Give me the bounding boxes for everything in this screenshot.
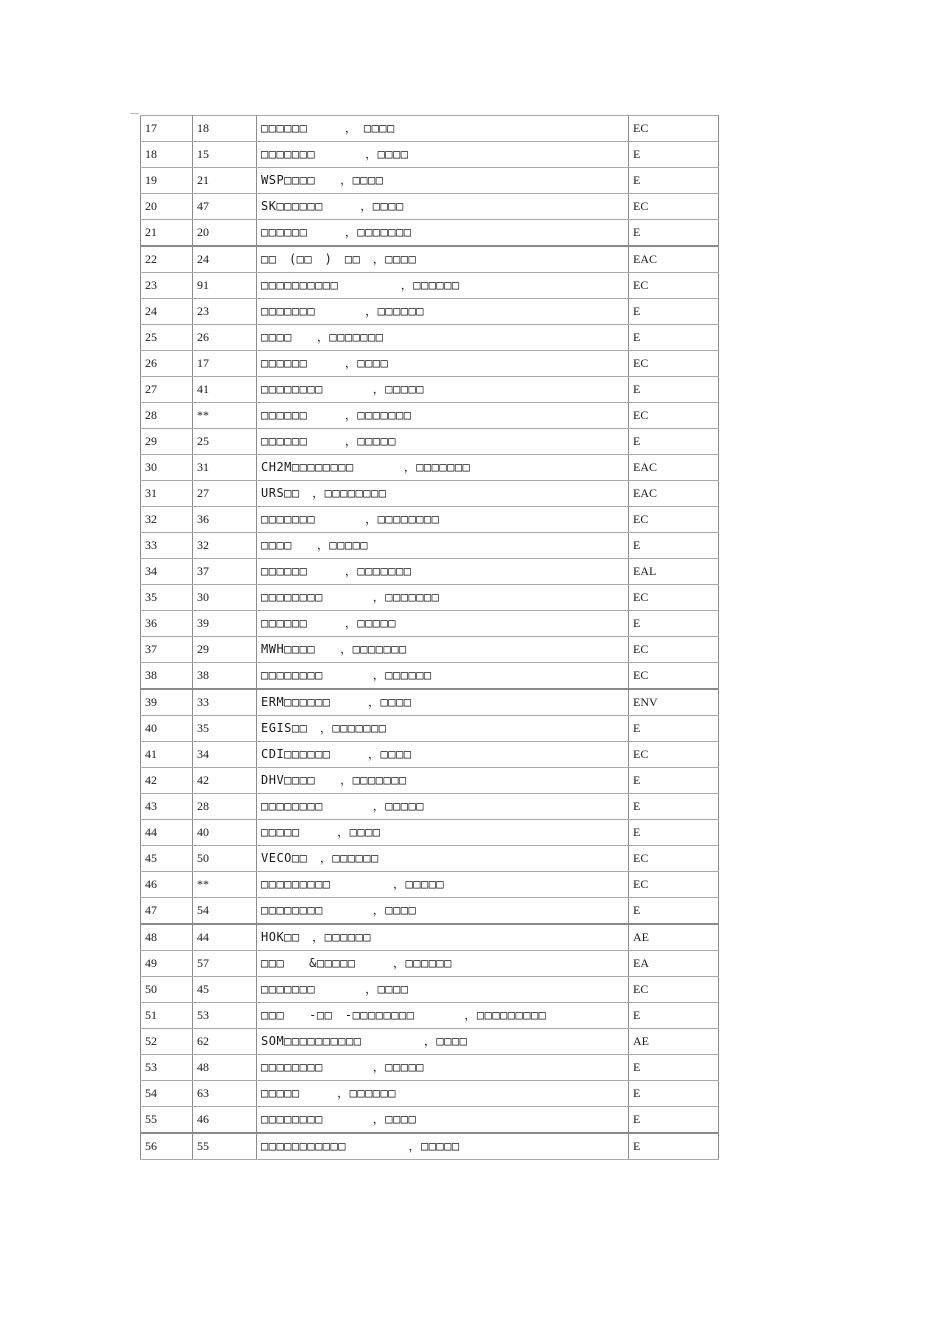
business-type-cell: E [629,716,719,742]
business-type-cell: EC [629,351,719,377]
rank-cell: 45 [141,846,193,872]
company-name-cell: □□□□□ ，□□□□ [257,820,629,846]
business-type-cell: E [629,533,719,559]
prev-rank-cell: 15 [193,142,257,168]
business-type-cell: EC [629,637,719,663]
rank-cell: 35 [141,585,193,611]
prev-rank-cell: 40 [193,820,257,846]
rank-cell: 28 [141,403,193,429]
rank-cell: 20 [141,194,193,220]
business-type-cell: EC [629,194,719,220]
company-name-cell: □□□ -□□ -□□□□□□□□ ，□□□□□□□□□ [257,1003,629,1029]
prev-rank-cell: 18 [193,116,257,142]
company-name-cell: □□□□ ，□□□□□ [257,533,629,559]
prev-rank-cell: 26 [193,325,257,351]
company-name-cell: □□□□□□□□□□□ ，□□□□□ [257,1133,629,1160]
business-type-cell: EC [629,872,719,898]
company-name-cell: □□□□□□ ，□□□□□□□ [257,559,629,585]
table-row [141,768,719,794]
company-name-cell: □□□□□□□□ ，□□□□ [257,1107,629,1134]
table-row [141,872,719,898]
table-row [141,977,719,1003]
company-name-cell: □□□□□□□ ，□□□□□□□□ [257,507,629,533]
company-name-cell: □□ (□□ ) □□ ，□□□□ [257,246,629,273]
prev-rank-cell: 62 [193,1029,257,1055]
business-type-cell: EC [629,663,719,690]
business-type-cell: EAC [629,481,719,507]
prev-rank-cell: 38 [193,663,257,690]
rank-cell: 32 [141,507,193,533]
table-row [141,533,719,559]
business-type-cell: E [629,898,719,925]
prev-rank-cell: 46 [193,1107,257,1134]
prev-rank-cell: 27 [193,481,257,507]
table-row [141,116,719,142]
business-type-cell: E [629,820,719,846]
table-row [141,820,719,846]
rank-cell: 46 [141,872,193,898]
company-name-cell: □□□□□□ ，□□□□□□□ [257,403,629,429]
table-row [141,663,719,690]
rank-cell: 17 [141,116,193,142]
rank-cell: 22 [141,246,193,273]
prev-rank-cell: 17 [193,351,257,377]
prev-rank-cell: 44 [193,924,257,951]
company-name-cell: □□□□□□ ，□□□□□ [257,429,629,455]
rank-cell: 54 [141,1081,193,1107]
business-type-cell: EA [629,951,719,977]
rank-cell: 25 [141,325,193,351]
prev-rank-cell: 45 [193,977,257,1003]
prev-rank-cell: 63 [193,1081,257,1107]
prev-rank-cell: 21 [193,168,257,194]
table-row [141,924,719,951]
prev-rank-cell: 55 [193,1133,257,1160]
prev-rank-cell: 20 [193,220,257,247]
table-row [141,142,719,168]
company-name-cell: □□□□□□□ ，□□□□ [257,977,629,1003]
table-row [141,1029,719,1055]
company-name-cell: □□□□□□□ ，□□□□□□ [257,299,629,325]
rank-cell: 23 [141,273,193,299]
company-name-cell: URS□□ ，□□□□□□□□ [257,481,629,507]
table-row [141,611,719,637]
business-type-cell: E [629,168,719,194]
rank-cell: 42 [141,768,193,794]
table-row [141,377,719,403]
rank-cell: 27 [141,377,193,403]
business-type-cell: E [629,142,719,168]
table-row [141,481,719,507]
ranking-table-body [141,116,719,1160]
company-name-cell: CDI□□□□□□ ，□□□□ [257,742,629,768]
company-name-cell: □□□□□□ ，□□□□□ [257,611,629,637]
rank-cell: 56 [141,1133,193,1160]
prev-rank-cell: 35 [193,716,257,742]
table-row [141,403,719,429]
table-row [141,1133,719,1160]
business-type-cell: AE [629,1029,719,1055]
rank-cell: 44 [141,820,193,846]
business-type-cell: E [629,325,719,351]
prev-rank-cell: ** [193,403,257,429]
table-row [141,742,719,768]
table-row [141,637,719,663]
rank-cell: 19 [141,168,193,194]
business-type-cell: E [629,220,719,247]
business-type-cell: EAC [629,455,719,481]
prev-rank-cell: 34 [193,742,257,768]
company-name-cell: □□□□□□ ，□□□□ [257,351,629,377]
company-name-cell: □□□□□□ ，□□□□□□□ [257,220,629,247]
company-name-cell: HOK□□ ，□□□□□□ [257,924,629,951]
prev-rank-cell: 47 [193,194,257,220]
company-name-cell: □□□□□□□□□□ ，□□□□□□ [257,273,629,299]
rank-cell: 24 [141,299,193,325]
business-type-cell: E [629,377,719,403]
table-row [141,559,719,585]
company-name-cell: □□□□□□□□ ，□□□□ [257,898,629,925]
prev-rank-cell: 24 [193,246,257,273]
company-name-cell: ERM□□□□□□ ，□□□□ [257,689,629,716]
table-row [141,689,719,716]
company-name-cell: □□□□□ ，□□□□□□ [257,1081,629,1107]
prev-rank-cell: 28 [193,794,257,820]
business-type-cell: EAL [629,559,719,585]
business-type-cell: E [629,429,719,455]
table-row [141,273,719,299]
business-type-cell: EC [629,273,719,299]
business-type-cell: EC [629,585,719,611]
table-row [141,246,719,273]
business-type-cell: EC [629,846,719,872]
table-row [141,794,719,820]
business-type-cell: E [629,1107,719,1134]
business-type-cell: E [629,1133,719,1160]
company-name-cell: □□□ &□□□□□ ，□□□□□□ [257,951,629,977]
business-type-cell: E [629,1055,719,1081]
business-type-cell: EAC [629,246,719,273]
table-row [141,168,719,194]
business-type-cell: EC [629,507,719,533]
prev-rank-cell: 50 [193,846,257,872]
company-name-cell: VECO□□ ，□□□□□□ [257,846,629,872]
rank-cell: 40 [141,716,193,742]
table-row [141,299,719,325]
company-name-cell: □□□□ ，□□□□□□□ [257,325,629,351]
business-type-cell: AE [629,924,719,951]
rank-cell: 43 [141,794,193,820]
prev-rank-cell: 36 [193,507,257,533]
table-row [141,1081,719,1107]
rank-cell: 39 [141,689,193,716]
prev-rank-cell: 33 [193,689,257,716]
table-row [141,507,719,533]
rank-cell: 30 [141,455,193,481]
top-left-mark [130,113,139,114]
table-row [141,898,719,925]
ranking-table [140,115,719,1160]
company-name-cell: EGIS□□ ，□□□□□□□ [257,716,629,742]
company-name-cell: MWH□□□□ ，□□□□□□□ [257,637,629,663]
prev-rank-cell: 25 [193,429,257,455]
rank-cell: 33 [141,533,193,559]
table-row [141,951,719,977]
table-row [141,325,719,351]
company-name-cell: □□□□□□□□ ，□□□□□ [257,1055,629,1081]
company-name-cell: □□□□□□□ ，□□□□ [257,142,629,168]
business-type-cell: E [629,299,719,325]
prev-rank-cell: 39 [193,611,257,637]
prev-rank-cell: 32 [193,533,257,559]
company-name-cell: CH2M□□□□□□□□ ，□□□□□□□ [257,455,629,481]
prev-rank-cell: 23 [193,299,257,325]
business-type-cell: E [629,768,719,794]
table-row [141,351,719,377]
prev-rank-cell: 48 [193,1055,257,1081]
company-name-cell: SOM□□□□□□□□□□ ，□□□□ [257,1029,629,1055]
table-row [141,716,719,742]
rank-cell: 50 [141,977,193,1003]
company-name-cell: □□□□□□□□ ，□□□□□□□ [257,585,629,611]
rank-cell: 21 [141,220,193,247]
prev-rank-cell: 57 [193,951,257,977]
business-type-cell: EC [629,977,719,1003]
company-name-cell: DHV□□□□ ，□□□□□□□ [257,768,629,794]
prev-rank-cell: 54 [193,898,257,925]
business-type-cell: E [629,1003,719,1029]
rank-cell: 48 [141,924,193,951]
rank-cell: 29 [141,429,193,455]
business-type-cell: EC [629,742,719,768]
table-row [141,1055,719,1081]
company-name-cell: SK□□□□□□ ，□□□□ [257,194,629,220]
table-row [141,1003,719,1029]
rank-cell: 31 [141,481,193,507]
rank-cell: 36 [141,611,193,637]
business-type-cell: EC [629,403,719,429]
prev-rank-cell: 31 [193,455,257,481]
rank-cell: 38 [141,663,193,690]
company-name-cell: □□□□□□□□ ，□□□□□ [257,794,629,820]
business-type-cell: ENV [629,689,719,716]
prev-rank-cell: 53 [193,1003,257,1029]
business-type-cell: E [629,611,719,637]
prev-rank-cell: ** [193,872,257,898]
business-type-cell: E [629,794,719,820]
prev-rank-cell: 41 [193,377,257,403]
company-name-cell: □□□□□□ ， □□□□ [257,116,629,142]
rank-cell: 51 [141,1003,193,1029]
prev-rank-cell: 91 [193,273,257,299]
table-row [141,1107,719,1134]
rank-cell: 49 [141,951,193,977]
table-row [141,194,719,220]
table-row [141,429,719,455]
rank-cell: 18 [141,142,193,168]
table-row [141,220,719,247]
company-name-cell: WSP□□□□ ，□□□□ [257,168,629,194]
business-type-cell: EC [629,116,719,142]
company-name-cell: □□□□□□□□□ ，□□□□□ [257,872,629,898]
company-name-cell: □□□□□□□□ ，□□□□□ [257,377,629,403]
rank-cell: 47 [141,898,193,925]
rank-cell: 34 [141,559,193,585]
table-row [141,846,719,872]
rank-cell: 55 [141,1107,193,1134]
rank-cell: 26 [141,351,193,377]
rank-cell: 37 [141,637,193,663]
company-name-cell: □□□□□□□□ ，□□□□□□ [257,663,629,690]
prev-rank-cell: 30 [193,585,257,611]
rank-cell: 53 [141,1055,193,1081]
prev-rank-cell: 42 [193,768,257,794]
rank-cell: 52 [141,1029,193,1055]
table-row [141,585,719,611]
business-type-cell: E [629,1081,719,1107]
prev-rank-cell: 37 [193,559,257,585]
rank-cell: 41 [141,742,193,768]
prev-rank-cell: 29 [193,637,257,663]
table-row [141,455,719,481]
